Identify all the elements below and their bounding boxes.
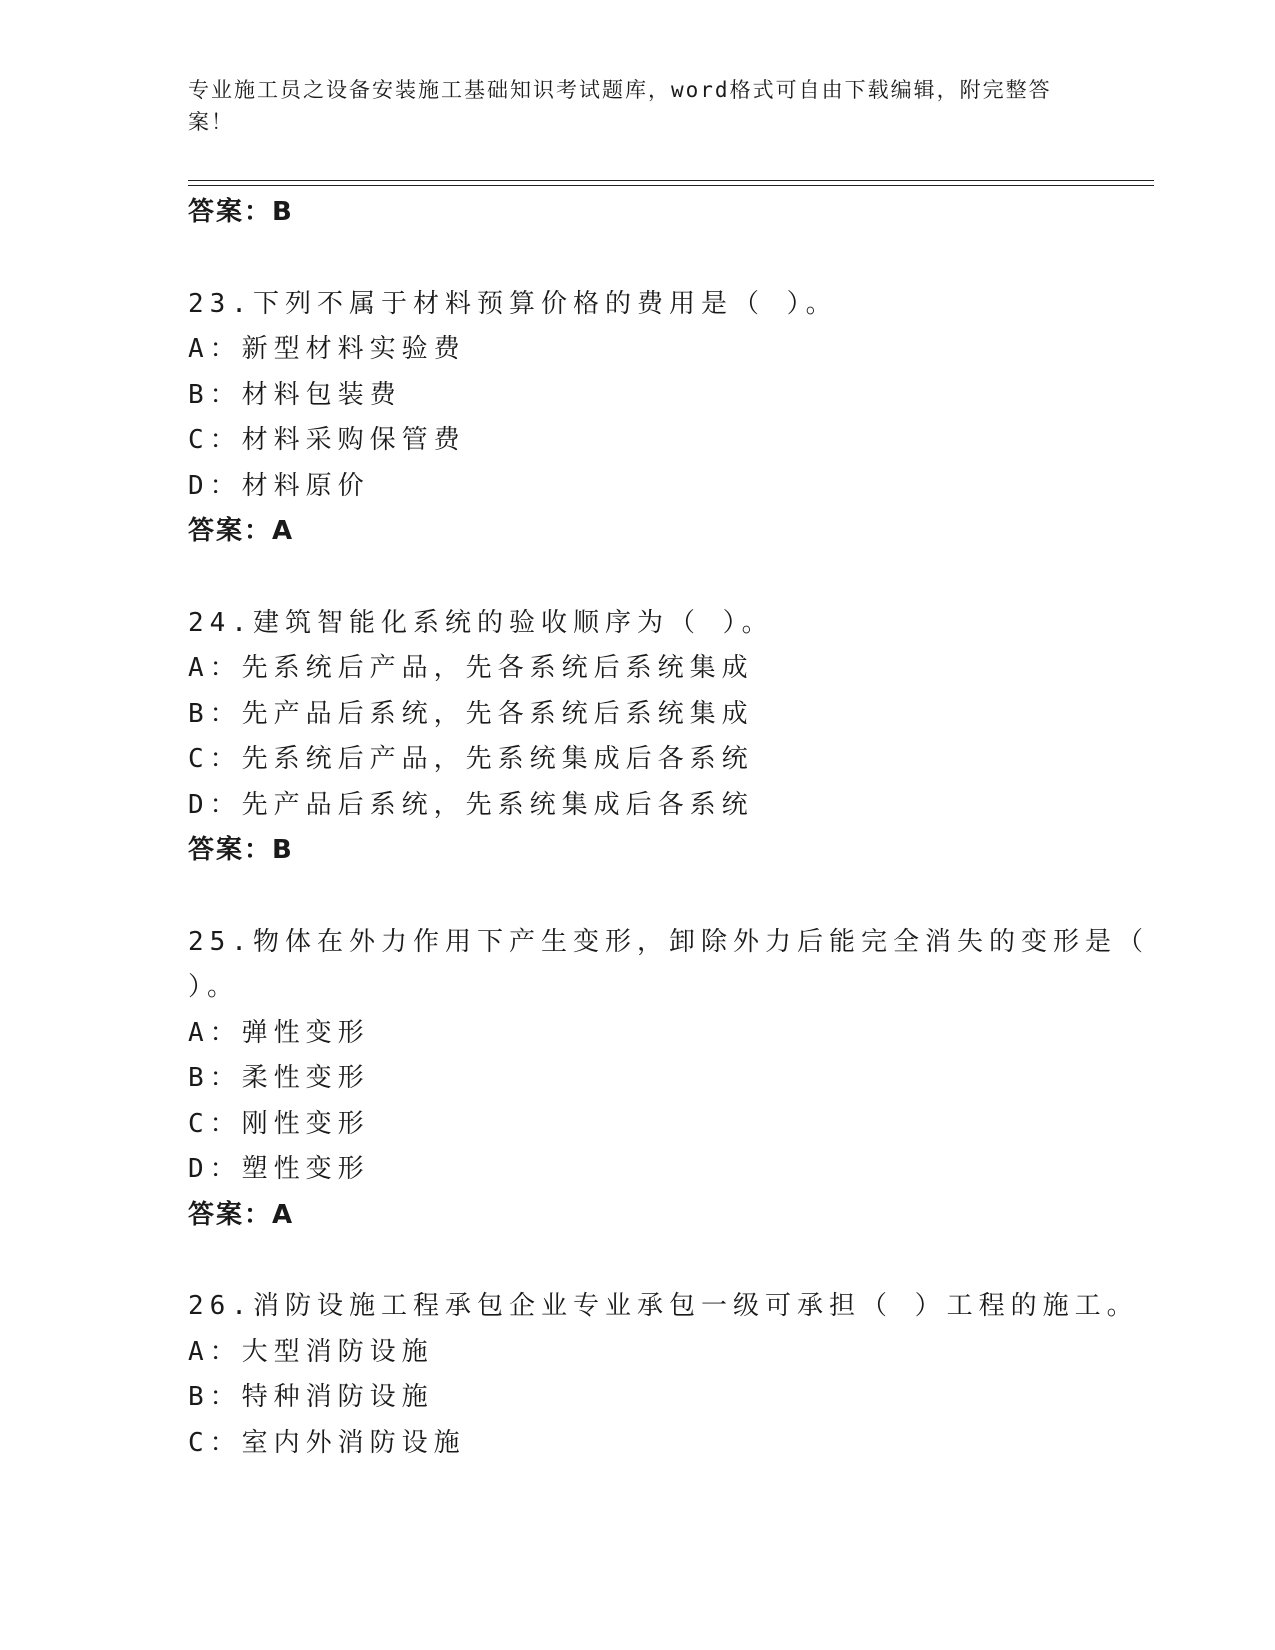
question-26 — [188, 1284, 1139, 1466]
spacer — [188, 236, 1088, 282]
option-d: D：塑性变形 — [188, 1154, 370, 1184]
answer-prev: 答案：B — [188, 197, 294, 227]
option-a: A：先系统后产品，先各系统后系统集成 — [188, 653, 754, 683]
question-24 — [188, 601, 1088, 874]
option-c: C：先系统后产品，先系统集成后各系统 — [188, 744, 754, 774]
question-title-line1: 25.物体在外力作用下产生变形，卸除外力后能完全消失的变形是（ — [188, 926, 1149, 957]
question-title: 26.消防设施工程承包企业专业承包一级可承担（ ）工程的施工。 — [188, 1291, 1139, 1321]
answer: 答案：A — [188, 516, 295, 546]
option-a: A：大型消防设施 — [188, 1336, 434, 1367]
question-23 — [188, 282, 1088, 555]
spacer — [188, 1238, 1088, 1284]
answer: 答案：B — [188, 835, 294, 865]
option-b: B：先产品后系统，先各系统后系统集成 — [188, 698, 754, 729]
option-b: B：柔性变形 — [188, 1063, 370, 1093]
option-a: A：新型材料实验费 — [188, 334, 466, 364]
spacer — [188, 555, 1088, 601]
option-c: C：室内外消防设施 — [188, 1427, 466, 1458]
option-d: D：先产品后系统，先系统集成后各系统 — [188, 789, 754, 820]
header-divider-top — [188, 180, 1154, 181]
answer: 答案：A — [188, 1199, 295, 1230]
option-c: C：刚性变形 — [188, 1108, 370, 1139]
question-25 — [188, 920, 1149, 1239]
option-c: C：材料采购保管费 — [188, 425, 466, 455]
option-b: B：材料包装费 — [188, 379, 402, 410]
page-header: 专业施工员之设备安装施工基础知识考试题库，word格式可自由下载编辑，附完整答案！ — [188, 78, 1052, 134]
option-a: A：弹性变形 — [188, 1017, 370, 1048]
document-body — [188, 190, 1149, 1466]
header-divider-bottom — [188, 185, 1154, 186]
spacer — [188, 874, 1088, 920]
question-title-line2: ）。 — [188, 972, 240, 1002]
option-d: D：材料原价 — [188, 470, 370, 501]
question-title: 24.建筑智能化系统的验收顺序为（ ）。 — [188, 607, 774, 638]
option-b: B：特种消防设施 — [188, 1382, 434, 1412]
question-title: 23.下列不属于材料预算价格的费用是（ ）。 — [188, 288, 838, 319]
